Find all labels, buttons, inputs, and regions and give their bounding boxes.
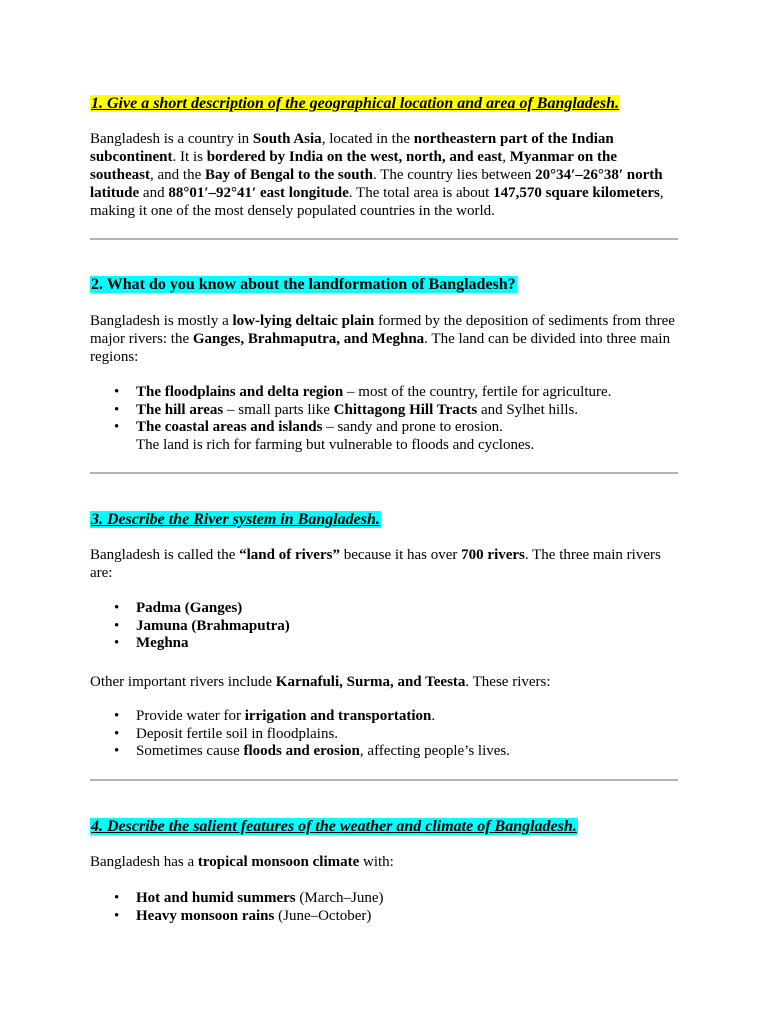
q3-paragraph-block: [90, 546, 680, 582]
q1-paragraph: Bangladesh is a country in South Asia, located in the northeastern part of the Indian subcontinent. It is bordered by India on the west, north, and east, Myanmar on the southeast, and the Bay of Bengal to the south. The country lies between 20°34′–26°38′ north latitude and 88°01′–92°41′ east longitude. The total area is about 147,570 square kilometers, making it one of the most densely populated countries in the world.: [90, 131, 664, 219]
q1-section: [90, 94, 680, 114]
q4-paragraph: Bangladesh has a tropical monsoon climate with:: [90, 854, 394, 870]
q3-effects-list: [90, 708, 680, 761]
q3-paragraph: Bangladesh is called the “land of rivers” because it has over 700 rivers. The three main rivers are:: [90, 547, 661, 581]
q2-region-list: [90, 384, 680, 454]
q4-paragraph-block: [90, 853, 680, 871]
list-item: • Padma (Ganges): [114, 600, 243, 616]
q2-continuation: The land is rich for farming but vulnerable to floods and cyclones.: [136, 436, 535, 453]
q1-paragraph-block: [90, 130, 680, 220]
list-item: • Deposit fertile soil in floodplains.: [114, 725, 339, 742]
q3-paragraph-2: Other important rivers include Karnafuli, Surma, and Teesta. These rivers:: [90, 674, 551, 690]
q3-effects-block: [90, 708, 680, 761]
q2-paragraph-block: [90, 312, 680, 366]
section-divider: [90, 472, 678, 474]
q2-paragraph: Bangladesh is mostly a low-lying deltaic plain formed by the deposition of sediments from three major rivers: the Ganges, Brahmaputra, and Meghna. The land can be divided into three main regions:: [90, 313, 675, 365]
section-divider: [90, 779, 678, 781]
q4-heading: 4. Describe the salient features of the weather and climate of Bangladesh.: [91, 818, 577, 835]
q3-paragraph2-block: [90, 673, 680, 691]
q3-heading: 3. Describe the River system in Bangladesh.: [91, 511, 380, 528]
list-item: • Heavy monsoon rains (June–October): [114, 907, 372, 924]
list-item: • Sometimes cause floods and erosion, affecting people’s lives.: [114, 743, 511, 759]
list-item: • The hill areas – small parts like Chittagong Hill Tracts and Sylhet hills.: [114, 401, 579, 418]
q2-heading: 2. What do you know about the landformation of Bangladesh?: [91, 276, 516, 293]
list-item: • Hot and humid summers (March–June): [114, 890, 384, 906]
q4-list-block: [90, 890, 680, 925]
q3-rivers-block: [90, 600, 680, 653]
q1-heading: 1. Give a short description of the geographical location and area of Bangladesh.: [91, 95, 620, 112]
section-divider: [90, 238, 678, 240]
list-item: • Jamuna (Brahmaputra): [114, 617, 290, 634]
q2-section: [90, 275, 680, 295]
list-item: • Meghna: [114, 635, 189, 651]
list-item: • The coastal areas and islands – sandy and prone to erosion. The land is rich for farming but vulnerable to floods and cyclones.: [90, 419, 680, 454]
q4-section: [90, 817, 680, 837]
q4-climate-list: [90, 890, 680, 925]
q3-section: [90, 510, 680, 530]
list-item: • The floodplains and delta region – most of the country, fertile for agriculture.: [114, 384, 612, 400]
q3-river-list: [90, 600, 680, 653]
q2-list-block: [90, 384, 680, 454]
list-item: • Provide water for irrigation and transportation.: [114, 708, 436, 724]
